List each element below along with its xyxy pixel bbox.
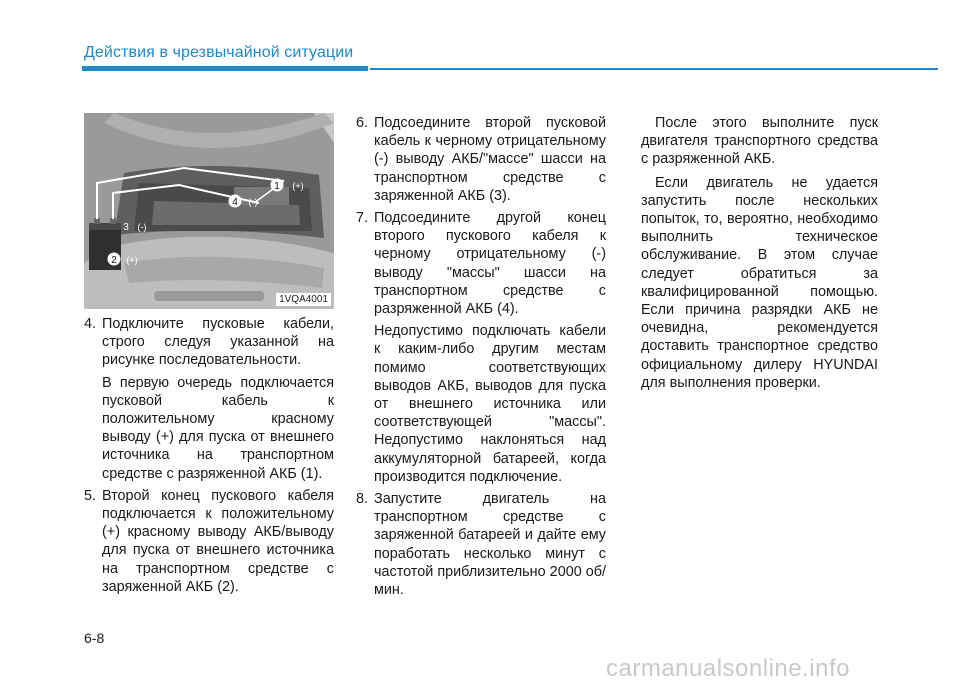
callout-2-sign: (+): [126, 255, 138, 265]
step-6: [356, 114, 606, 205]
header-rule-thin: [370, 68, 938, 70]
callout-3-number: 3: [123, 222, 129, 233]
callout-1-sign: (+): [292, 181, 304, 191]
callout-4-number: 4: [232, 197, 238, 208]
step-number: 8.: [356, 491, 369, 508]
callout-2-number: 2: [111, 255, 117, 266]
text-column-1: [84, 315, 334, 600]
step-number: 5.: [84, 487, 97, 504]
step-text: Подключите пусковые кабели, строго следуя указанной на рисунке последовательности.: [102, 316, 334, 369]
step-4-detail: В первую очередь подключается пусковой кабель к положительному красному выводу (+) для пуска от внешнего источника на транспортном средстве с разряженной АКБ (1).: [102, 374, 334, 482]
step-5: [84, 487, 334, 596]
callout-1-number: 1: [274, 181, 280, 192]
callout-3-sign: (-): [137, 222, 147, 232]
paragraph-start-disabled-vehicle: После этого выполните пуск двигателя транспортного средства с разряженной АКБ.: [641, 115, 878, 168]
step-text: Второй конец пускового кабеля подключается к положительному (+) красному выводу АКБ/выводу для пуска от внешнего источника на транспортном средстве с заряженной АКБ (2).: [102, 487, 334, 595]
step-8: [356, 490, 606, 599]
jump-start-illustration: [84, 113, 334, 309]
paragraph-service-advice: Если двигатель не удается запустить после нескольких попыток, то, вероятно, необходимо выполнить техническое обслуживание. В этом случае следует обратиться за квалифицированной помощью. Если причина разрядки АКБ не очевидна, рекомендуется доставить транспортное средство официальному дилеру HYUNDAI для выполнения проверки.: [641, 174, 878, 391]
step-text: Подсоедините второй пусковой кабель к черному отрицательному (-) выводу АКБ/"массе" шасси на транспортном средстве с заряженной АКБ (3).: [374, 115, 606, 204]
watermark: carmanualsonline.info: [606, 655, 850, 682]
header-rule-thick: [82, 66, 368, 71]
step-4: [84, 315, 334, 370]
step-number: 6.: [356, 115, 369, 131]
text-column-2: [356, 114, 606, 603]
step-number: 7.: [356, 210, 369, 227]
engine-bay-drawing: [84, 113, 334, 309]
text-column-3: [641, 114, 878, 397]
callout-4-sign: (-): [248, 197, 258, 207]
step-text: Запустите двигатель на транспортном средстве с заряженной батареей и дайте ему поработать несколько минут с частотой приблизительно 2000 об/мин.: [374, 491, 606, 599]
figure-code: 1VQA4001: [276, 293, 331, 306]
section-header-title: Действия в чрезвычайной ситуации: [84, 44, 354, 61]
step-number: 4.: [84, 316, 97, 332]
page-number: 6-8: [84, 630, 105, 646]
step-7: [356, 209, 606, 318]
step-text: Подсоедините другой конец второго пускового кабеля к черному отрицательному (-) выводу "массы" шасси на транспортном средстве с разряженной АКБ (4).: [374, 210, 606, 318]
step-7-warning: Недопустимо подключать кабели к каким-либо другим местам помимо соответствующих выводов АКБ, выводов для пуска от внешнего источника или соответствующей "массы". Недопустимо наклоняться над аккумуляторной батареей, когда производится подключение.: [374, 323, 606, 485]
